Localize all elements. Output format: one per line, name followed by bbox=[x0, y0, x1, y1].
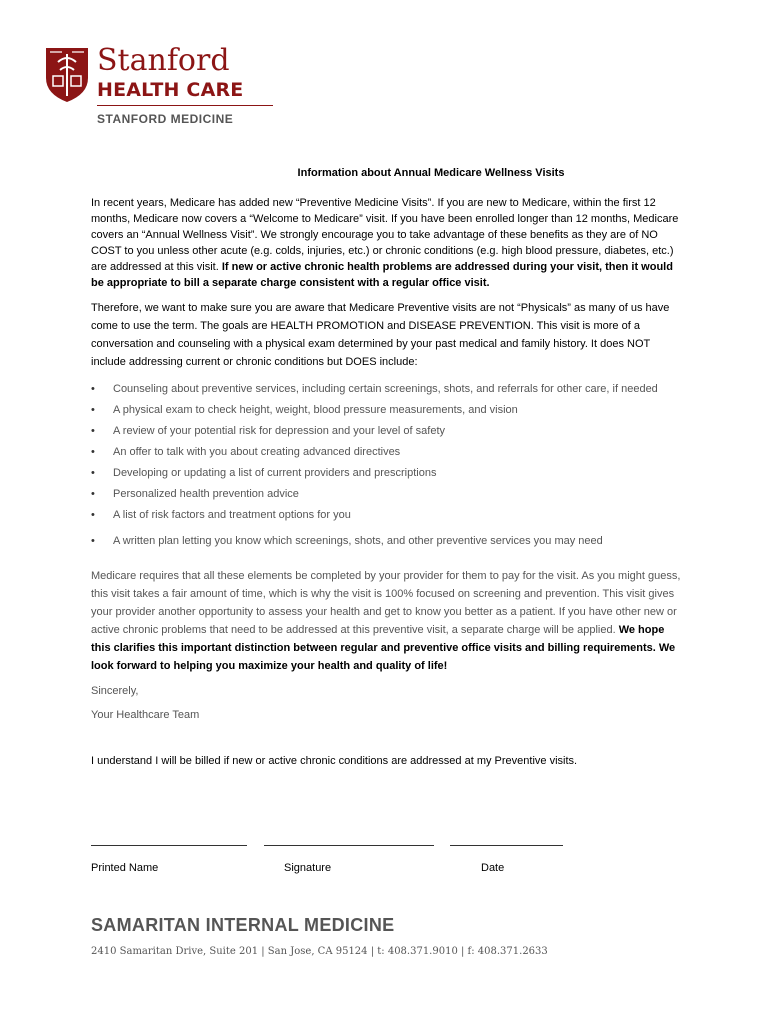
printed-name-label: Printed Name bbox=[91, 862, 159, 874]
included-services-list bbox=[91, 381, 681, 549]
brand-health-care: HEALTH CARE bbox=[97, 79, 244, 101]
date-label: Date bbox=[481, 862, 505, 874]
list-item: • Counseling about preventive services, including certain screenings, shots, and referrals for other care, if needed bbox=[91, 383, 658, 395]
brand-divider bbox=[97, 105, 273, 106]
brand-name: Stanford bbox=[97, 43, 230, 78]
paragraph-requirements-bold: We hope this clarifies this important distinction between regular and preventive office visits and billing requirements. We look forward to helping you maximize your health and quality of life! bbox=[91, 624, 676, 672]
list-item: • A physical exam to check height, weight, blood pressure measurements, and vision bbox=[91, 404, 518, 416]
closing-team: Your Healthcare Team bbox=[91, 709, 200, 721]
closing-sincerely: Sincerely, bbox=[91, 685, 139, 697]
bullet-icon: • bbox=[91, 383, 95, 395]
stanford-shield-icon bbox=[44, 44, 90, 104]
date-line[interactable] bbox=[450, 845, 563, 846]
acknowledgement-statement: I understand I will be billed if new or active chronic conditions are addressed at my Preventive visits. bbox=[91, 755, 578, 767]
signature-label: Signature bbox=[284, 862, 332, 874]
list-item: • A review of your potential risk for depression and your level of safety bbox=[91, 425, 446, 437]
practice-address: 2410 Samaritan Drive, Suite 201 | San Jose, CA 95124 | t: 408.371.9010 | f: 408.371.2633 bbox=[91, 946, 548, 957]
list-item: • Developing or updating a list of current providers and prescriptions bbox=[91, 467, 437, 479]
bullet-icon: • bbox=[91, 509, 95, 521]
printed-name-line[interactable] bbox=[91, 845, 247, 846]
bullet-icon: • bbox=[91, 425, 95, 437]
bullet-icon: • bbox=[91, 404, 95, 416]
practice-name: SAMARITAN INTERNAL MEDICINE bbox=[91, 915, 395, 935]
list-item: • A list of risk factors and treatment options for you bbox=[91, 509, 351, 521]
list-item: • A written plan letting you know which screenings, shots, and other preventive services you may need bbox=[91, 535, 603, 547]
bullet-icon: • bbox=[91, 535, 95, 547]
letter-title: Information about Annual Medicare Wellness Visits bbox=[297, 167, 565, 179]
bullet-icon: • bbox=[91, 467, 95, 479]
bullet-icon: • bbox=[91, 446, 95, 458]
signature-line[interactable] bbox=[264, 845, 434, 846]
paragraph-intro-bold: If new or active chronic health problems are addressed during your visit, then it would be appropriate to bill a separate charge consistent with a regular office visit. bbox=[91, 261, 673, 289]
list-item: • Personalized health prevention advice bbox=[91, 488, 299, 500]
paragraph-intro-text: In recent years, Medicare has added new “Preventive Medicine Visits”. If you are new to Medicare, within the first 12 months, Medicare now covers a “Welcome to Medicare” visit. If you have been enrolled longer than 12 months, Medicare covers an “Annual Wellness Visit”. We strongly encourage you to take advantage of these benefits as they are of NO COST to you unless other acute (e.g. colds, injuries, etc.) or chronic conditions (e.g. high blood pressure, diabetes, etc.) are addressed at this visit. bbox=[91, 197, 679, 273]
letter-body bbox=[91, 165, 681, 777]
bullet-icon: • bbox=[91, 488, 95, 500]
list-item: • An offer to talk with you about creating advanced directives bbox=[91, 446, 401, 458]
paragraph-purpose: Therefore, we want to make sure you are aware that Medicare Preventive visits are not “Physicals” as many of us have come to use the term. The goals are HEALTH PROMOTION and DISEASE PREVENTION. This visit is more of a conversation and counseling with a physical exam determined by your past medical and family history. It does NOT include addressing current or chronic conditions but DOES include: bbox=[91, 302, 670, 368]
stanford-health-care-logo bbox=[44, 44, 244, 134]
paragraph-intro bbox=[91, 195, 681, 291]
paragraph-requirements-text: Medicare requires that all these elements be completed by your provider for them to pay for the visit. As you might guess, this visit takes a fair amount of time, which is why the visit is 100% focused on screening and prevention. This visit gives your provider another opportunity to assess your health and get to know you better as a patient. If you have other new or active chronic problems that need to be addressed at this preventive visit, a separate charge will be applied. bbox=[91, 570, 681, 636]
brand-stanford-medicine: STANFORD MEDICINE bbox=[97, 112, 234, 126]
paragraph-requirements bbox=[91, 567, 681, 675]
